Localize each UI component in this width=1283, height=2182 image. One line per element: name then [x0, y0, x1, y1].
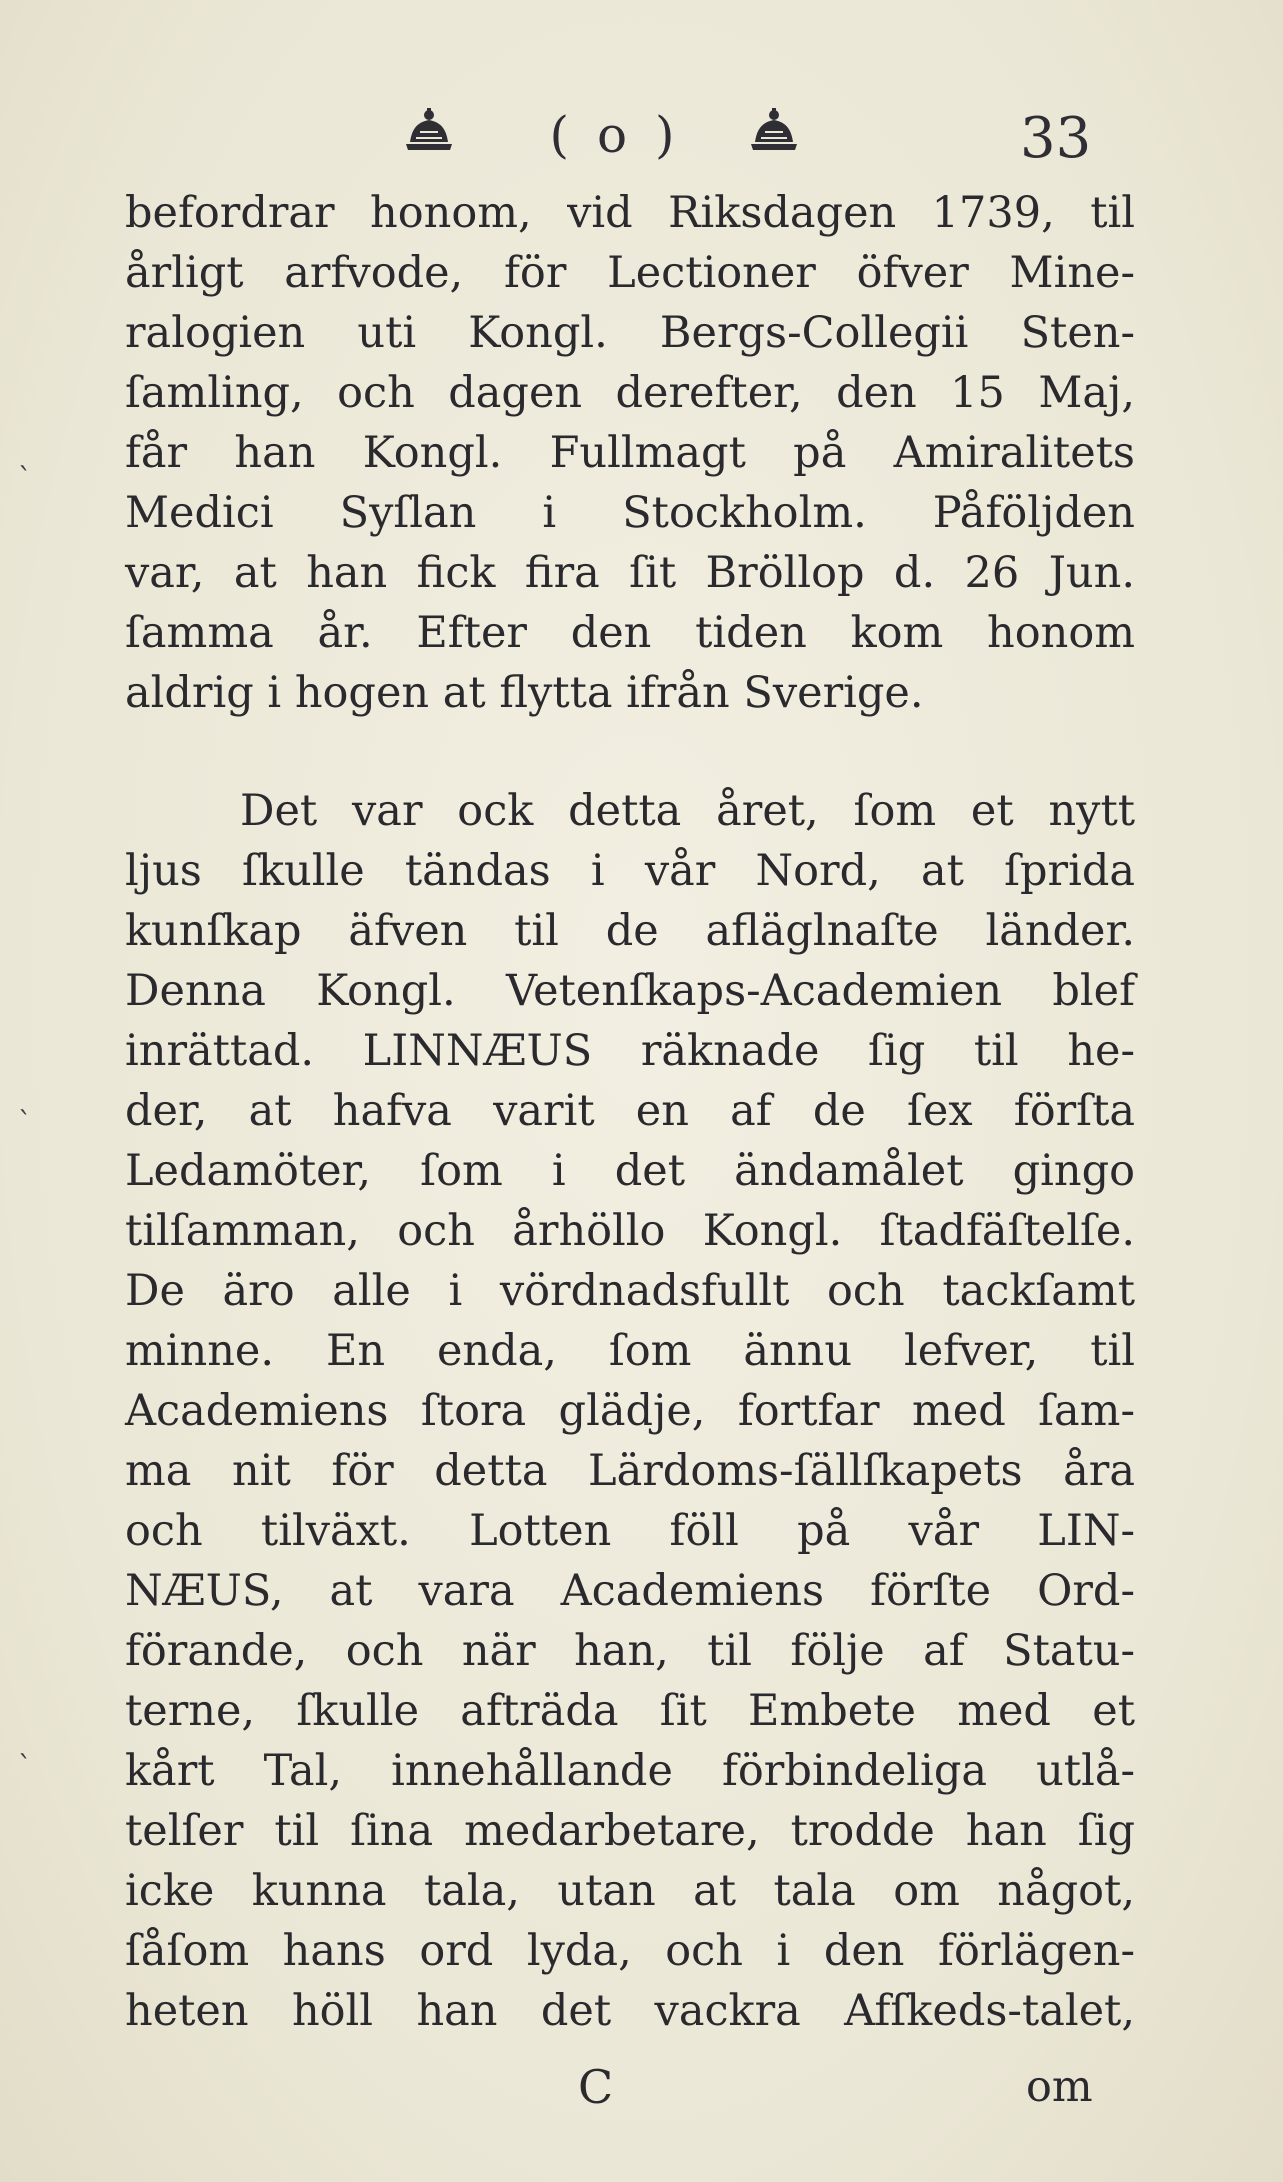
paragraph-gap: [125, 723, 1135, 781]
text-line: tilſamman, och århöllo Kongl. ſtadfäſtelſe.: [125, 1206, 1135, 1256]
page-number: 33: [1020, 106, 1092, 171]
text-line: och tilväxt. Lotten föll på vår LIN-: [125, 1506, 1135, 1556]
text-line: telſer til ſina medarbetare, trodde han ſig: [125, 1806, 1135, 1856]
text-line: icke kunna tala, utan at tala om något,: [125, 1866, 1135, 1916]
text-line: ſamma år. Efter den tiden kom honom: [125, 608, 1135, 658]
text-line: minne. En enda, ſom ännu lefver, til: [125, 1326, 1135, 1376]
text-line: Ledamöter, ſom i det ändamålet gingo: [125, 1146, 1135, 1196]
paragraph: [125, 183, 1135, 723]
text-line: heten höll han det vackra Afſkeds-talet,: [125, 1986, 1135, 2036]
margin-mark: ˋ: [18, 1106, 32, 1139]
text-line: ljus ſkulle tändas i vår Nord, at ſprida: [125, 846, 1135, 896]
text-line: inrättad. LINNÆUS räknade ſig til he-: [125, 1026, 1135, 1076]
text-line: Medici Syſlan i Stockholm. Påföljden: [125, 488, 1135, 538]
text-line: terne, ſkulle afträda ſit Embete med et: [125, 1686, 1135, 1736]
text-line: Academiens ſtora glädje, fortfar med ſam-: [125, 1386, 1135, 1436]
text-line: årligt arfvode, för Lectioner öfver Mine-: [125, 248, 1135, 298]
crown-ornament-icon: [745, 108, 803, 154]
text-line: var, at han fick fira ſit Bröllop d. 26 Jun.: [125, 548, 1135, 598]
text-line: förande, och när han, til följe af Statu-: [125, 1626, 1135, 1676]
text-line: der, at hafva varit en af de ſex förſta: [125, 1086, 1135, 1136]
text-line: befordrar honom, vid Riksdagen 1739, til: [125, 188, 1135, 238]
header-mark: ( o ): [549, 106, 681, 164]
text-line: kunſkap äfven til de afläglnaſte länder.: [125, 906, 1135, 956]
text-line: kårt Tal, innehållande förbindeliga utlå-: [125, 1746, 1135, 1796]
paragraph: [125, 781, 1135, 2041]
margin-mark: ˋ: [18, 462, 32, 495]
catchword: om: [1026, 2062, 1093, 2112]
text-line: De äro alle i vördnadsfullt och tackſamt: [125, 1266, 1135, 1316]
text-line: aldrig i hogen at flytta ifrån Sverige.: [125, 668, 924, 718]
page-footer: [0, 2052, 1283, 2122]
text-line: ſamling, och dagen derefter, den 15 Maj,: [125, 368, 1135, 418]
body-text: [125, 183, 1135, 2041]
text-line: ralogien uti Kongl. Bergs-Collegii Sten-: [125, 308, 1135, 358]
text-line: Denna Kongl. Vetenſkaps-Academien blef: [125, 966, 1135, 1016]
signature-mark: C: [578, 2060, 614, 2114]
text-line: ſåſom hans ord lyda, och i den förlägen-: [125, 1926, 1135, 1976]
crown-ornament-icon: [400, 108, 458, 154]
text-line: NÆUS, at vara Academiens förſte Ord-: [125, 1566, 1135, 1616]
text-line: får han Kongl. Fullmagt på Amiralitets: [125, 428, 1135, 478]
margin-mark: ˋ: [18, 1750, 32, 1783]
text-line: Det var ock detta året, ſom et nytt: [240, 786, 1135, 836]
running-header: [0, 100, 1283, 170]
text-line: ma nit för detta Lärdoms-ſällſkapets åra: [125, 1446, 1135, 1496]
